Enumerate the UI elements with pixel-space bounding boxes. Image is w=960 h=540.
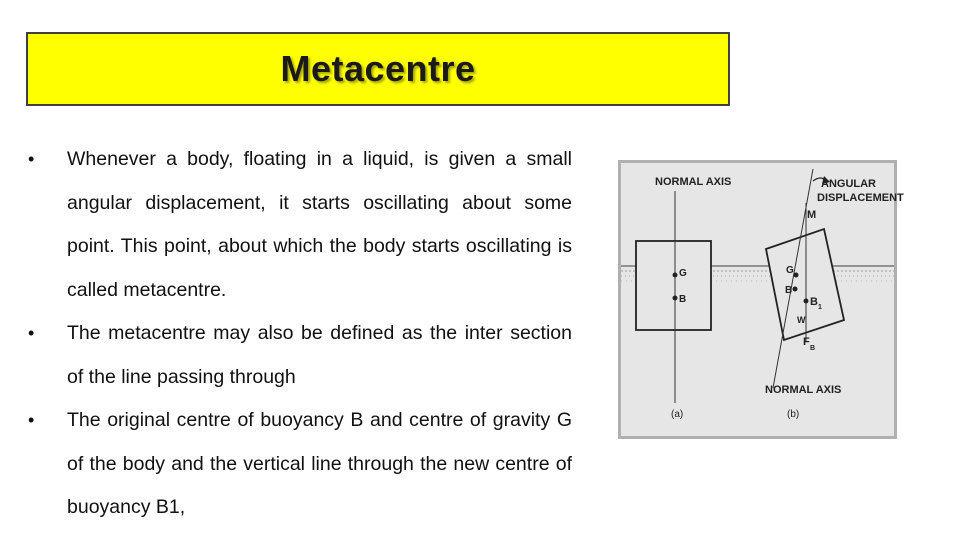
label-a: (a) — [671, 409, 684, 420]
angular-label: ANGULAR — [821, 178, 876, 190]
metacentre-diagram — [618, 160, 904, 439]
upright-body — [636, 241, 711, 330]
point-b1 — [804, 299, 809, 304]
label-m: M — [807, 209, 817, 221]
bullet-item — [28, 312, 572, 399]
point-b-b — [793, 287, 798, 292]
normal-axis-bottom-label: NORMAL AXIS — [765, 384, 842, 396]
label-g-b: G — [786, 265, 794, 276]
title-banner — [26, 32, 730, 106]
label-b1-subscript: 1 — [818, 304, 822, 311]
normal-axis-top-label: NORMAL AXIS — [655, 176, 732, 188]
slide-title: Metacentre — [280, 48, 476, 89]
bullet-text: The metacentre may also be defined as the inter section of the line passing through — [67, 322, 572, 388]
displacement-label: DISPLACEMENT — [817, 192, 904, 204]
label-g-a: G — [679, 268, 687, 279]
bullet-text: Whenever a body, floating in a liquid, is given a small angular displacement, it starts oscillating about some point. This point, about which the body starts oscillating is called metacentre. — [67, 148, 572, 301]
point-g-b — [794, 273, 799, 278]
diagram-svg — [621, 163, 904, 436]
label-f-subscript: B — [810, 345, 816, 352]
label-b-a: B — [679, 294, 687, 305]
label-b-b: B — [785, 285, 793, 296]
label-b: (b) — [787, 409, 800, 420]
label-b1: B — [810, 296, 818, 308]
bullet-item — [28, 138, 572, 312]
bullet-dot-icon: • — [28, 149, 35, 169]
bullet-dot-icon: • — [28, 323, 35, 343]
point-b-a — [673, 296, 678, 301]
label-w: W — [797, 315, 806, 325]
bullet-dot-icon: • — [28, 410, 35, 430]
bullet-list — [28, 138, 572, 530]
bullet-item — [28, 399, 572, 530]
label-f: F — [803, 336, 810, 348]
point-g-a — [673, 273, 678, 278]
bullet-text: The original centre of buoyancy B and centre of gravity G of the body and the vertical line through the new centre of buoyancy B1, — [67, 409, 572, 518]
